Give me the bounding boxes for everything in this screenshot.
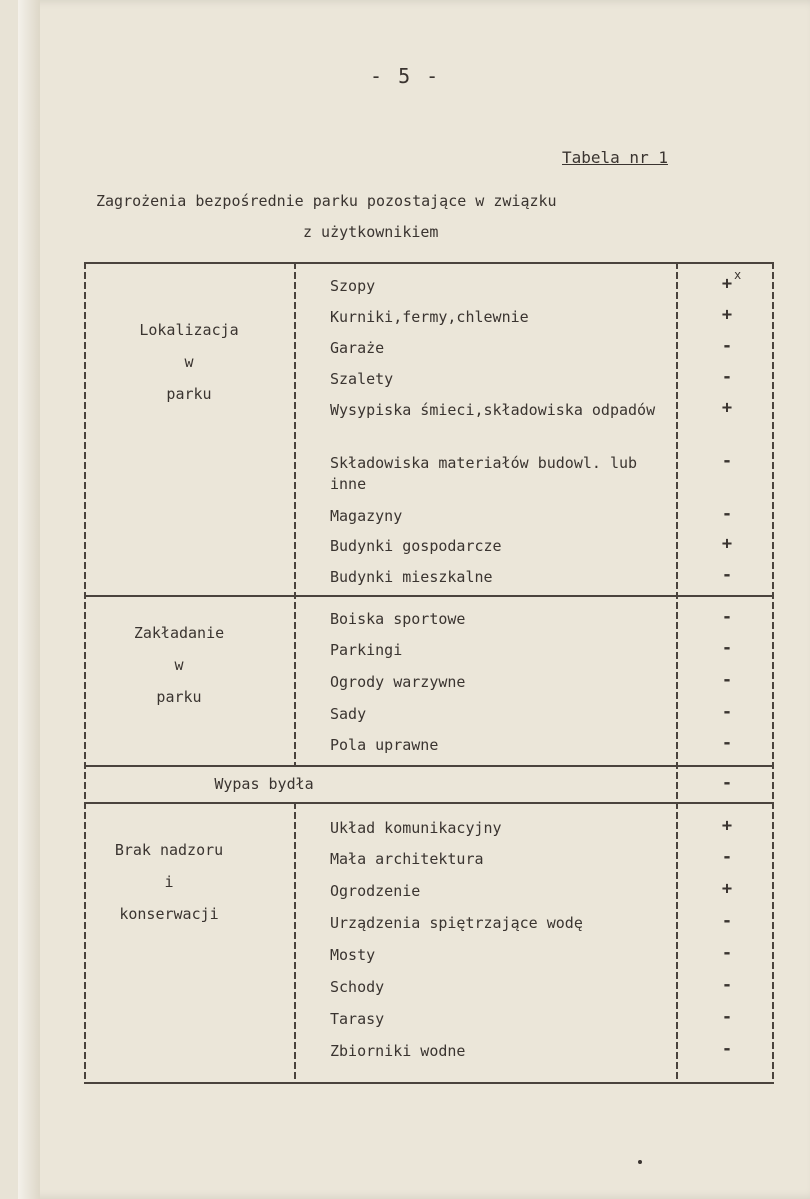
category-line: Brak nadzoru [114, 841, 224, 859]
item-label: Szopy [330, 277, 376, 295]
item-mark: - [721, 1007, 733, 1027]
table-title-line-1: Zagrożenia bezpośrednie parku pozostające w związku [96, 192, 557, 210]
item-mark: - [721, 367, 733, 387]
item-mark: - [721, 911, 733, 931]
category-zakladanie [84, 617, 274, 713]
item-label: Kurniki,fermy,chlewnie [330, 308, 529, 326]
table-title-line-2: z użytkownikiem [303, 223, 439, 241]
page-binding [18, 0, 40, 1199]
item-label: Schody [330, 978, 385, 996]
item-label: Mała architektura [330, 850, 484, 868]
item-label: Mosty [330, 946, 376, 964]
column-rule-category-lower [294, 802, 296, 1084]
item-mark: + [721, 398, 733, 418]
table-bottom-rule [84, 1082, 774, 1084]
item-mark: - [721, 670, 733, 690]
table-label: Tabela nr 1 [562, 148, 668, 167]
item-mark: - [721, 773, 733, 793]
category-line: i [164, 873, 174, 891]
ink-speck [638, 1160, 642, 1164]
single-row-label: Wypas bydła [214, 775, 314, 793]
item-mark: - [721, 504, 733, 524]
item-label: Ogrodzenie [330, 882, 421, 900]
category-line: konserwacji [119, 905, 219, 923]
item-label: Urządzenia spiętrzające wodę [330, 914, 583, 932]
item-label: Ogrody warzywne [330, 673, 466, 691]
item-label: Magazyny [330, 507, 403, 525]
category-brak-nadzoru [84, 834, 254, 930]
table-top-rule [84, 262, 774, 264]
category-line: Zakładanie [133, 624, 225, 642]
category-line: w [174, 656, 184, 674]
item-mark: - [721, 336, 733, 356]
item-mark: + [721, 305, 733, 325]
item-mark: + [721, 534, 733, 554]
item-label: Garaże [330, 339, 385, 357]
section-rule-1 [84, 595, 774, 597]
category-line: parku [156, 688, 202, 706]
item-mark: - [721, 975, 733, 995]
item-mark: - [721, 1039, 733, 1059]
column-rule-category [294, 262, 296, 765]
page-number: - 5 - [370, 64, 441, 88]
item-mark: + [721, 879, 733, 899]
item-label: Wysypiska śmieci,składowiska odpadów [330, 401, 656, 419]
item-mark: - [721, 702, 733, 722]
item-label: Parkingi [330, 641, 403, 659]
column-rule-mark [676, 262, 678, 1084]
item-label: Budynki mieszkalne [330, 568, 493, 586]
category-line: Lokalizacja [139, 321, 239, 339]
item-label: Pola uprawne [330, 736, 439, 754]
category-line: parku [166, 385, 212, 403]
section-rule-3 [84, 802, 774, 804]
item-label: Tarasy [330, 1010, 385, 1028]
item-mark: - [721, 638, 733, 658]
item-label: Szalety [330, 370, 394, 388]
item-mark: - [721, 733, 733, 753]
item-mark: - [721, 607, 733, 627]
item-label: Boiska sportowe [330, 610, 466, 628]
item-label: Składowiska materiałów budowl. lub inne [330, 454, 638, 493]
item-label: Budynki gospodarcze [330, 537, 502, 555]
item-label: Układ komunikacyjny [330, 819, 502, 837]
item-mark: - [721, 943, 733, 963]
item-label: Sady [330, 705, 367, 723]
item-mark: + [721, 816, 733, 836]
item-label: Zbiorniki wodne [330, 1042, 466, 1060]
item-mark: - [721, 565, 733, 585]
section-rule-2 [84, 765, 774, 767]
threats-table [84, 262, 774, 1086]
item-mark: - [721, 847, 733, 867]
document-page [18, 0, 810, 1199]
table-right-rule [772, 262, 774, 1084]
item-mark: - [721, 451, 733, 471]
category-line: w [184, 353, 194, 371]
footnote-marker: x [734, 268, 742, 282]
item-mark: + [721, 274, 733, 294]
category-lokalizacja [84, 314, 294, 410]
